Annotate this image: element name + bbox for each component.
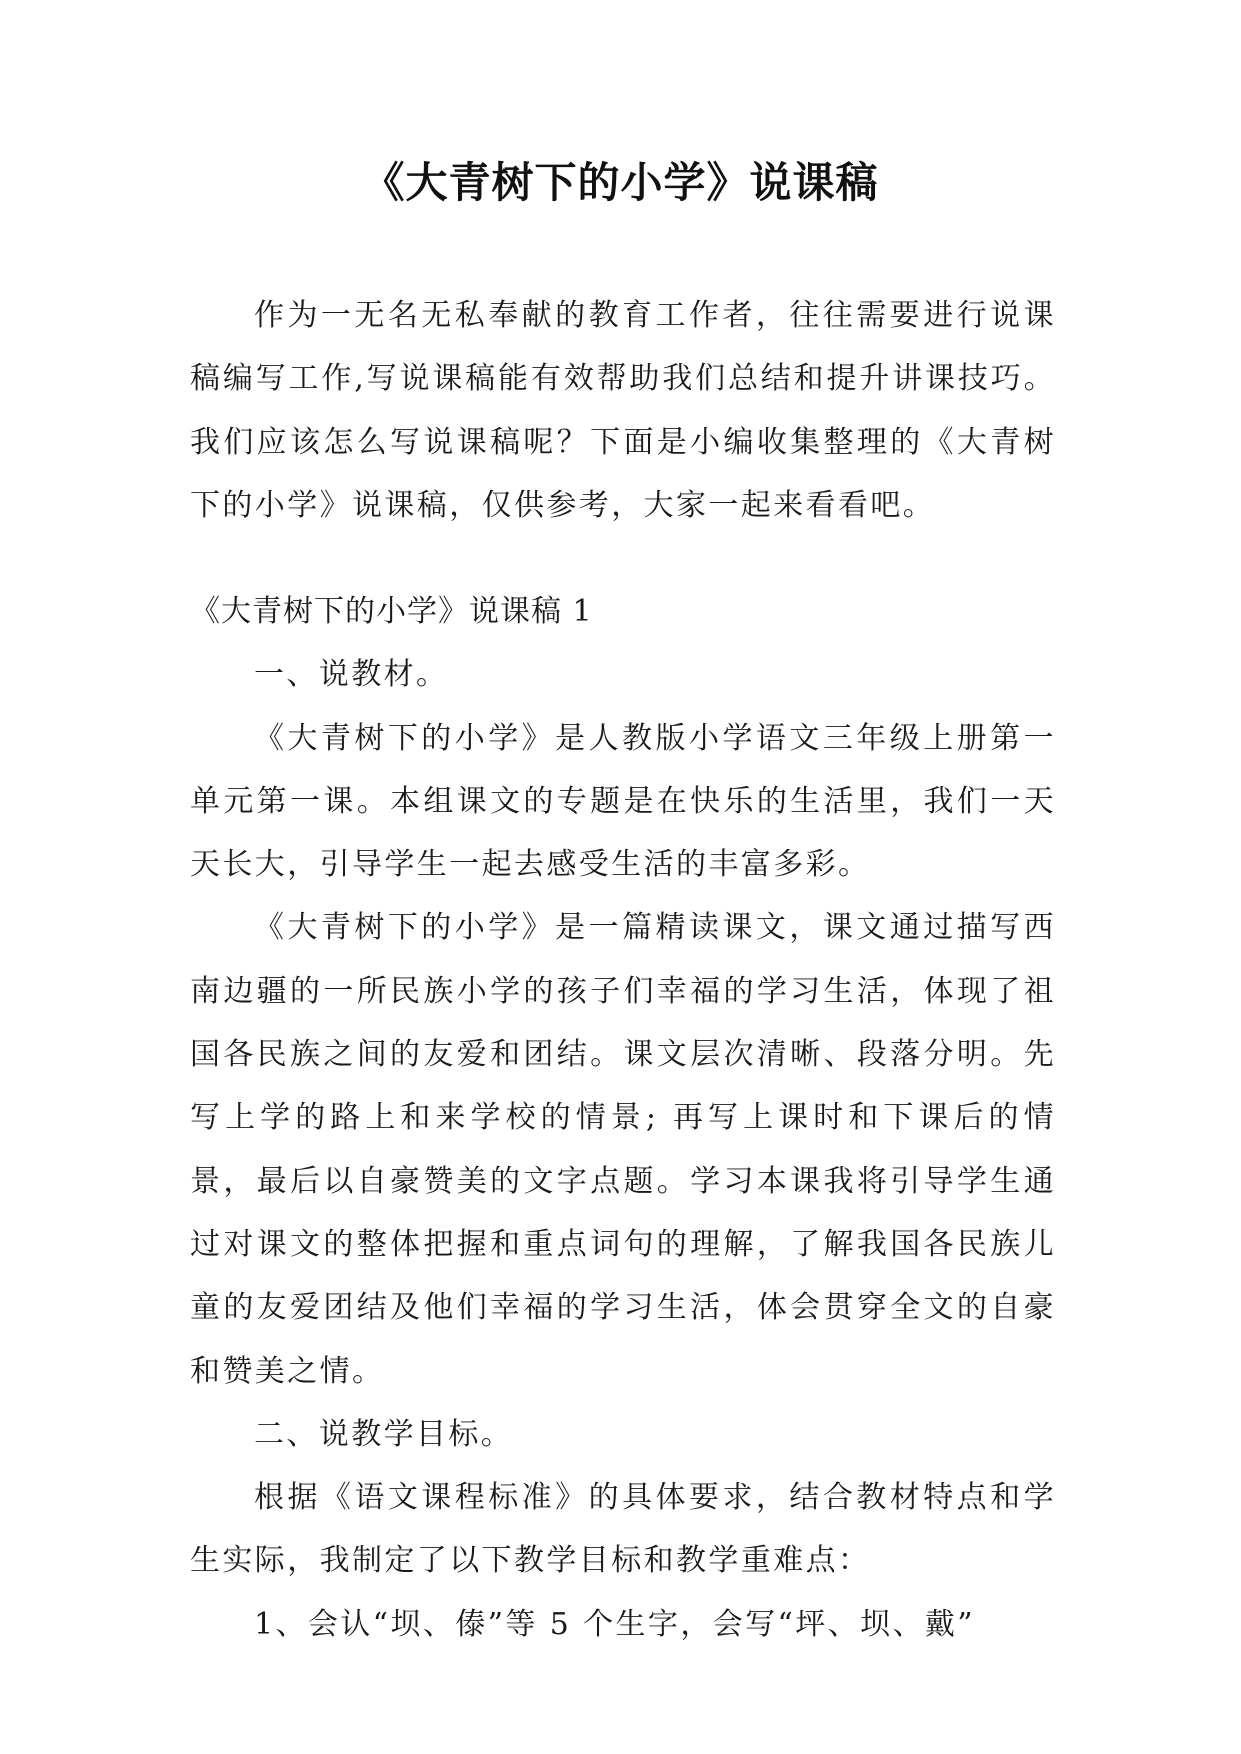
list-item: 1、会认“坝、傣”等 5 个生字，会写“坪、坝、戴”	[254, 1606, 975, 1642]
intro-block	[190, 284, 1056, 537]
heading-textbook: 一、说教材。	[254, 657, 449, 693]
section-heading: 《大青树下的小学》说课稿 1	[190, 594, 593, 629]
body-paragraph: 《大青树下的小学》是人教版小学语文三年级上册第一单元第一课。本组课文的专题是在快乐的生活里，我们一天天长大，引导学生一起去感受生活的丰富多彩。	[190, 720, 1056, 883]
document-title: 《大青树下的小学》说课稿	[362, 158, 879, 207]
intro-paragraph: 作为一无名无私奉献的教育工作者，往往需要进行说课稿编写工作,写说课稿能有效帮助我们总结和提升讲课技巧。我们应该怎么写说课稿呢？下面是小编收集整理的《大青树下的小学》说课稿，仅供参考，大家一起来看看吧。	[190, 298, 1056, 523]
heading-teaching-goals: 二、说教学目标。	[254, 1416, 514, 1452]
main-content	[190, 580, 1056, 1656]
body-paragraph: 《大青树下的小学》是一篇精读课文，课文通过描写西南边疆的一所民族小学的孩子们幸福的学习生活，体现了祖国各民族之间的友爱和团结。课文层次清晰、段落分明。先写上学的路上和来学校的情景; 再写上课时和下课后的情景，最后以自豪赞美的文字点题。学习本课我将引导学生通过对课文的整体把握和重点词句的理解，了解我国各民族儿童的友爱团结及他们幸福的学习生活，体会贯穿全文的自豪和赞美之情。	[190, 910, 1056, 1389]
body-paragraph: 根据《语文课程标准》的具体要求，结合教材特点和学生实际，我制定了以下教学目标和教学重难点：	[190, 1480, 1056, 1579]
